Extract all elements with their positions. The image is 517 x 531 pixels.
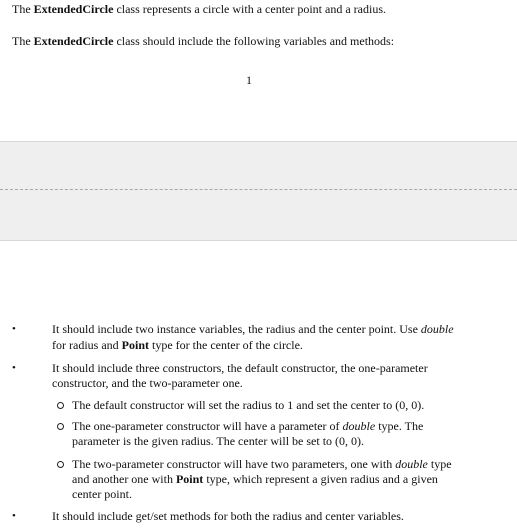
- page-gap-bottom: [0, 190, 517, 241]
- sub-bullet-3-line-1: [72, 457, 502, 472]
- text: The two-parameter constructor will have two parameters, one with: [72, 457, 396, 471]
- type-name: double: [395, 457, 428, 471]
- type-name: Point: [121, 338, 149, 352]
- text: The one-parameter constructor will have a parameter of: [72, 419, 343, 433]
- text: It should include get/set methods for both the radius and center variables.: [52, 509, 404, 523]
- bullet-icon: •: [12, 510, 16, 522]
- class-name: ExtendedCircle: [33, 2, 114, 16]
- text: It should include two instance variables, the radius and the center point. Use: [52, 322, 421, 336]
- text: type for the center of the circle.: [149, 338, 303, 352]
- text: type. The: [375, 419, 424, 433]
- text: type: [427, 457, 452, 471]
- page-number: 1: [246, 73, 252, 87]
- type-name: Point: [175, 472, 204, 486]
- bullet-1-line-1: [52, 322, 502, 337]
- intro-line-2-pre: The: [12, 34, 34, 48]
- intro-line-1: [12, 2, 386, 17]
- intro-line-2: [12, 34, 394, 49]
- text: for radius and: [52, 338, 122, 352]
- bullet-icon: •: [12, 362, 16, 374]
- text: type, which represent a given radius and a given: [203, 472, 438, 486]
- sub-bullet-2-line-2: [72, 434, 502, 449]
- intro-line-1-post: class represents a circle with a center point and a radius.: [113, 2, 386, 16]
- sub-bullet-icon: [57, 402, 64, 409]
- text: constructor, and the two-parameter one.: [52, 376, 243, 390]
- text: The default constructor will set the radius to 1 and set the center to (0, 0).: [72, 398, 425, 412]
- sub-bullet-3-line-2: [72, 472, 502, 487]
- sub-bullet-2-line-1: [72, 419, 502, 434]
- sub-bullet-icon: [57, 461, 64, 468]
- bullet-1-line-2: [52, 338, 502, 353]
- intro-line-2-post: class should include the following variables and methods:: [113, 34, 395, 48]
- class-name: ExtendedCircle: [33, 34, 114, 48]
- sub-bullet-icon: [57, 423, 64, 430]
- sub-bullet-3-line-3: [72, 487, 502, 502]
- text: and another one with: [72, 472, 176, 486]
- text: center point.: [72, 487, 132, 501]
- intro-line-1-pre: The: [12, 2, 34, 16]
- type-name: double: [342, 419, 376, 433]
- bullet-2-line-1: [52, 361, 502, 376]
- bullet-2-line-2: [52, 376, 502, 391]
- type-name: double: [420, 322, 454, 336]
- bullet-icon: •: [12, 323, 16, 335]
- bullet-3-line-1: [52, 509, 502, 524]
- text: parameter is the given radius. The center will be set to (0, 0).: [72, 434, 365, 448]
- page-gap-top: [0, 141, 517, 190]
- sub-bullet-1-line-1: [72, 398, 502, 413]
- text: It should include three constructors, the default constructor, the one-parameter: [52, 361, 428, 375]
